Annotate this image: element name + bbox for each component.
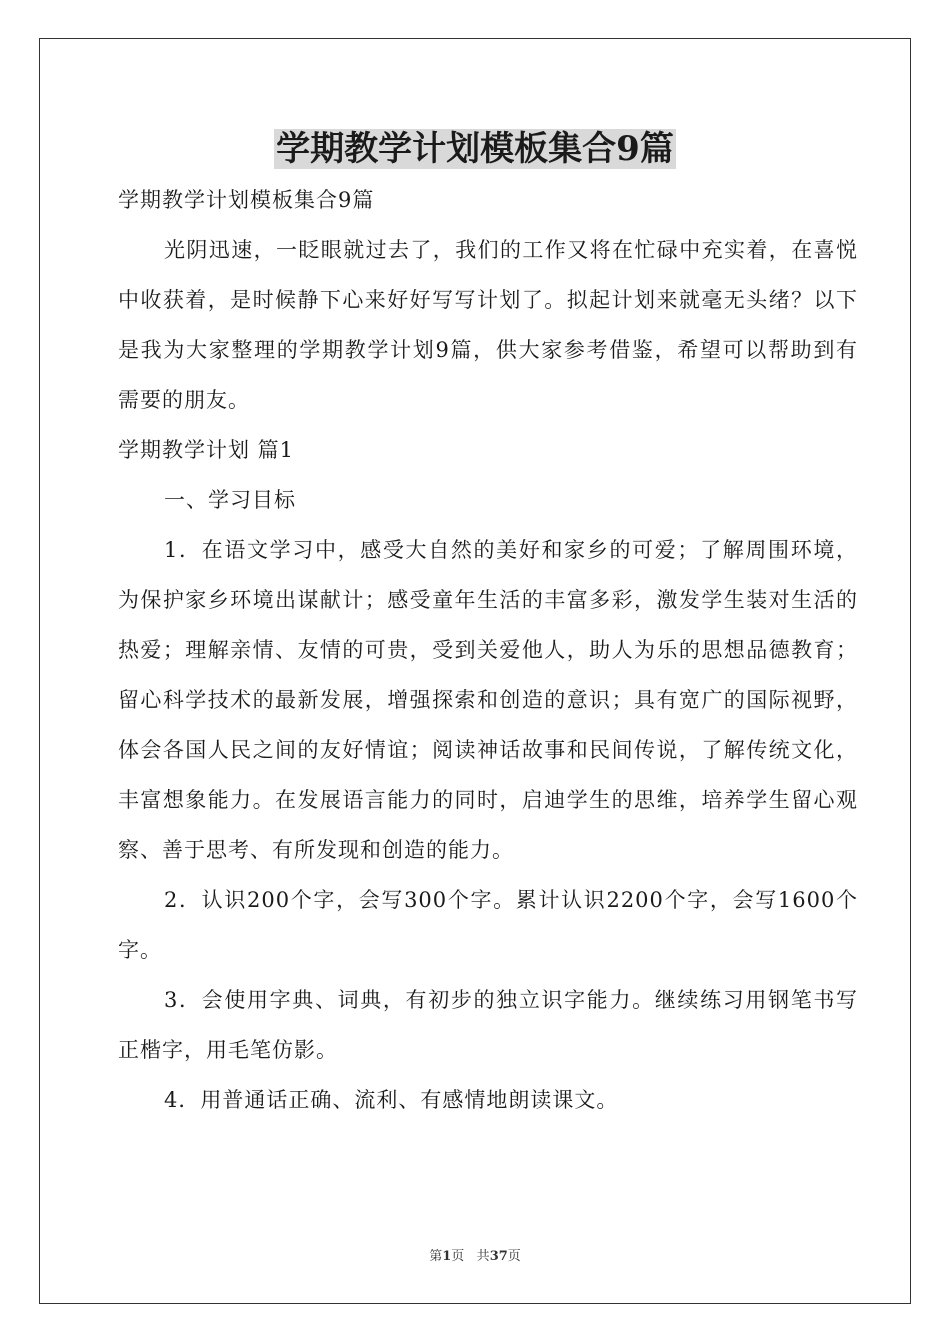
page-footer	[0, 1247, 950, 1267]
total-pages: 37	[489, 1249, 508, 1264]
document-body	[118, 175, 858, 1125]
intro-paragraph: 光阴迅速，一眨眼就过去了，我们的工作又将在忙碌中充实着，在喜悦中收获着，是时候静下心来好好写写计划了。拟起计划来就毫无头绪？以下是我为大家整理的学期教学计划9篇，供大家参考借鉴，希望可以帮助到有需要的朋友。	[118, 238, 858, 412]
total-prefix: 共	[476, 1249, 490, 1264]
body-paragraph: 1．在语文学习中，感受大自然的美好和家乡的可爱；了解周围环境，为保护家乡环境出谋献计；感受童年生活的丰富多彩，激发学生装对生活的热爱；理解亲情、友情的可贵，受到关爱他人，助人为乐的思想品德教育；留心科学技术的最新发展，增强探索和创造的意识；具有宽广的国际视野，体会各国人民之间的友好情谊；阅读神话故事和民间传说，了解传统文化，丰富想象能力。在发展语言能力的同时，启迪学生的思维，培养学生留心观察、善于思考、有所发现和创造的能力。	[118, 538, 858, 862]
title-text: 学期教学计划模板集合9篇	[276, 129, 674, 169]
page-suffix: 页	[451, 1249, 465, 1264]
body-paragraph: 2．认识200个字，会写300个字。累计认识2200个字，会写1600个字。	[118, 888, 858, 962]
document-title	[0, 124, 950, 174]
body-paragraph: 4．用普通话正确、流利、有感情地朗读课文。	[164, 1088, 619, 1112]
subsection-heading: 一、学习目标	[164, 488, 296, 512]
body-paragraph: 3．会使用字典、词典，有初步的独立识字能力。继续练习用钢笔书写正楷字，用毛笔仿影。	[118, 988, 858, 1062]
page-prefix: 第	[429, 1249, 443, 1264]
subtitle: 学期教学计划模板集合9篇	[118, 188, 375, 212]
section-heading: 学期教学计划 篇1	[118, 438, 295, 462]
page-number: 1	[442, 1249, 452, 1264]
total-suffix: 页	[507, 1249, 521, 1264]
